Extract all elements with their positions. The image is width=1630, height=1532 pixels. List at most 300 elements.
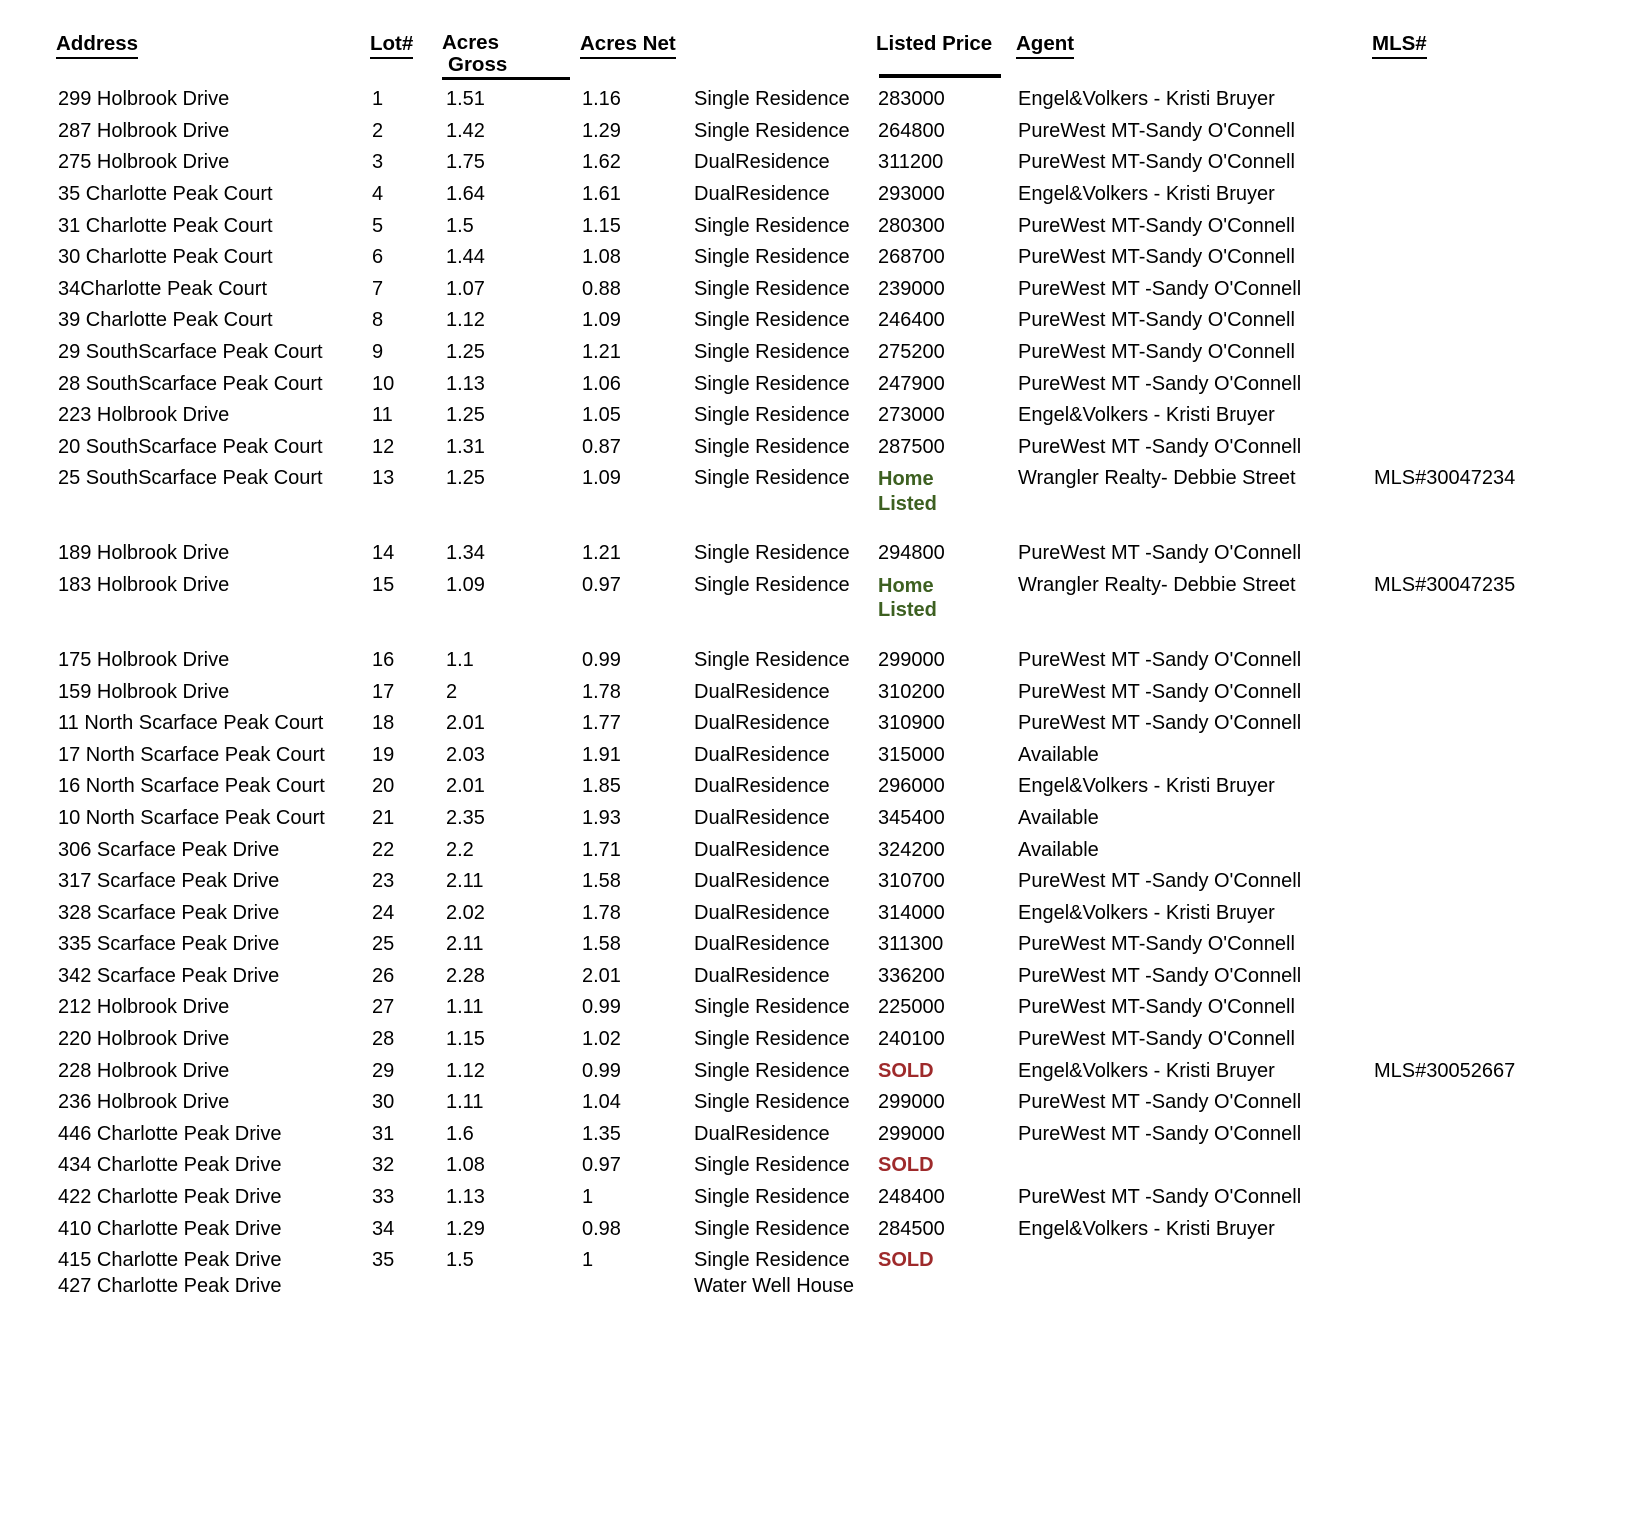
cell-lot-number: 17 bbox=[372, 680, 395, 703]
cell-acres-net: 1.05 bbox=[582, 404, 621, 427]
table-row bbox=[56, 803, 1614, 835]
cell-agent bbox=[1012, 1274, 1354, 1303]
cell-residence-type: Single Residence bbox=[694, 372, 850, 395]
cell-agent: Available bbox=[1018, 838, 1099, 861]
cell-acres-gross: 1.12 bbox=[446, 309, 485, 332]
cell-acres-gross: 1.5 bbox=[446, 214, 474, 237]
cell-mls-number bbox=[1354, 538, 1614, 570]
cell-acres-gross: 1.15 bbox=[446, 1028, 485, 1051]
cell-agent: PureWest MT-Sandy O'Connell bbox=[1018, 341, 1295, 363]
cell-residence-type: DualResidence bbox=[694, 183, 830, 206]
column-header-lot bbox=[368, 32, 440, 84]
cell-address: 17 North Scarface Peak Court bbox=[58, 743, 325, 766]
cell-lot-number: 22 bbox=[372, 838, 395, 861]
cell-agent: Available bbox=[1018, 743, 1099, 766]
column-header-residence-type bbox=[692, 32, 874, 84]
cell-acres-net: 1.02 bbox=[582, 1028, 621, 1051]
cell-residence-type: DualResidence bbox=[694, 743, 830, 766]
cell-address: 189 Holbrook Drive bbox=[58, 542, 230, 565]
cell-agent: PureWest MT -Sandy O'Connell bbox=[1018, 1122, 1302, 1145]
cell-lot-number: 3 bbox=[372, 151, 384, 174]
cell-acres-gross: 2.01 bbox=[446, 712, 485, 735]
cell-acres-gross: 1.64 bbox=[446, 183, 485, 206]
table-row bbox=[56, 1245, 1614, 1274]
cell-address: 30 Charlotte Peak Court bbox=[58, 246, 273, 269]
cell-residence-type: Single Residence bbox=[694, 573, 850, 596]
cell-acres-gross: 1.07 bbox=[446, 277, 485, 300]
column-header-acres-gross bbox=[440, 32, 578, 84]
column-header-acres-gross-line2: Gross bbox=[448, 53, 508, 77]
cell-agent: PureWest MT -Sandy O'Connell bbox=[1018, 435, 1302, 458]
table-row bbox=[56, 1024, 1614, 1056]
table-row bbox=[56, 538, 1614, 570]
cell-agent: Engel&Volkers - Kristi Bruyer bbox=[1018, 404, 1275, 427]
cell-acres-net: 1.21 bbox=[582, 341, 621, 363]
cell-acres-net: 1.09 bbox=[582, 467, 621, 490]
table-row bbox=[56, 835, 1614, 867]
cell-address: 34Charlotte Peak Court bbox=[58, 277, 268, 300]
cell-listed-price: 264800 bbox=[878, 119, 945, 142]
cell-mls-number bbox=[1354, 708, 1614, 740]
cell-acres-gross: 2.11 bbox=[446, 870, 484, 893]
cell-listed-price: 310900 bbox=[878, 712, 945, 735]
cell-acres-gross: 2.11 bbox=[446, 933, 484, 956]
cell-acres-net: 2.01 bbox=[582, 964, 621, 987]
cell-listed-price: 248400 bbox=[878, 1186, 945, 1209]
cell-residence-type: Single Residence bbox=[694, 467, 850, 490]
cell-agent: PureWest MT-Sandy O'Connell bbox=[1018, 933, 1295, 956]
table-row bbox=[56, 570, 1614, 645]
cell-lot-number: 10 bbox=[372, 372, 395, 395]
cell-address: 446 Charlotte Peak Drive bbox=[58, 1122, 282, 1145]
cell-listed-price bbox=[874, 1274, 1012, 1303]
cell-lot-number: 18 bbox=[372, 712, 395, 735]
cell-lot-number: 20 bbox=[372, 775, 395, 798]
cell-acres-gross: 1.44 bbox=[446, 246, 485, 269]
cell-acres-gross: 1.13 bbox=[446, 1186, 485, 1209]
cell-lot-number: 24 bbox=[372, 901, 395, 924]
cell-agent: Engel&Volkers - Kristi Bruyer bbox=[1018, 1217, 1275, 1240]
cell-address: 28 SouthScarface Peak Court bbox=[58, 372, 323, 395]
table-row bbox=[56, 242, 1614, 274]
cell-acres-net: 0.99 bbox=[582, 996, 621, 1019]
cell-residence-type: Single Residence bbox=[694, 119, 850, 142]
status-badge-sold: SOLD bbox=[878, 1154, 934, 1177]
cell-agent: Wrangler Realty- Debbie Street bbox=[1018, 573, 1296, 596]
table-row bbox=[56, 1274, 1614, 1303]
cell-lot-number: 6 bbox=[372, 246, 384, 269]
cell-address: 25 SouthScarface Peak Court bbox=[58, 467, 323, 490]
cell-agent bbox=[1012, 1150, 1354, 1182]
cell-listed-price: 284500 bbox=[878, 1217, 945, 1240]
cell-address: 20 SouthScarface Peak Court bbox=[58, 435, 323, 458]
cell-mls-number bbox=[1354, 242, 1614, 274]
table-row bbox=[56, 771, 1614, 803]
cell-listed-price: 310700 bbox=[878, 870, 945, 893]
cell-acres-net: 0.88 bbox=[582, 277, 621, 300]
cell-acres-gross: 1.11 bbox=[446, 1091, 484, 1114]
cell-acres-net: 1.61 bbox=[582, 183, 621, 206]
table-row bbox=[56, 992, 1614, 1024]
cell-acres-net: 1.35 bbox=[582, 1122, 621, 1145]
cell-acres-net: 1.21 bbox=[582, 542, 621, 565]
cell-acres-net: 1.78 bbox=[582, 680, 621, 703]
cell-address: 427 Charlotte Peak Drive bbox=[58, 1274, 282, 1297]
cell-address: 29 SouthScarface Peak Court bbox=[58, 341, 323, 363]
cell-agent: Engel&Volkers - Kristi Bruyer bbox=[1018, 183, 1275, 206]
cell-listed-price: 310200 bbox=[878, 680, 945, 703]
column-header-lot-label: Lot# bbox=[370, 33, 413, 59]
cell-lot-number: 2 bbox=[372, 119, 384, 142]
table-row bbox=[56, 211, 1614, 243]
table-row bbox=[56, 961, 1614, 993]
column-header-acres-gross-stack bbox=[442, 32, 570, 80]
cell-acres-gross: 1.25 bbox=[446, 404, 485, 427]
cell-agent: PureWest MT-Sandy O'Connell bbox=[1018, 1028, 1295, 1051]
cell-address: 317 Scarface Peak Drive bbox=[58, 870, 280, 893]
cell-residence-type: DualResidence bbox=[694, 712, 830, 735]
cell-mls-number bbox=[1354, 992, 1614, 1024]
cell-acres-net: 1.62 bbox=[582, 151, 621, 174]
cell-residence-type: Single Residence bbox=[694, 1091, 850, 1114]
cell-address: 11 North Scarface Peak Court bbox=[58, 712, 324, 735]
cell-residence-type: Single Residence bbox=[694, 1249, 850, 1272]
cell-residence-type: DualResidence bbox=[694, 151, 830, 174]
cell-acres-gross: 1.1 bbox=[446, 648, 474, 671]
column-header-address bbox=[56, 32, 368, 84]
cell-acres-net: 1 bbox=[582, 1186, 594, 1209]
cell-lot-number: 27 bbox=[372, 996, 395, 1019]
column-header-mls bbox=[1354, 32, 1614, 84]
cell-acres-gross: 1.42 bbox=[446, 119, 485, 142]
cell-residence-type: Water Well House bbox=[694, 1274, 855, 1297]
column-header-agent-label: Agent bbox=[1016, 33, 1074, 59]
cell-mls-number bbox=[1354, 179, 1614, 211]
table-row bbox=[56, 1150, 1614, 1182]
cell-lot-number: 29 bbox=[372, 1059, 395, 1082]
cell-listed-price: 293000 bbox=[878, 183, 945, 206]
cell-lot-number: 8 bbox=[372, 309, 384, 332]
cell-agent: Engel&Volkers - Kristi Bruyer bbox=[1018, 775, 1275, 798]
table-body bbox=[56, 84, 1614, 1302]
table-row bbox=[56, 84, 1614, 116]
cell-mls-number bbox=[1354, 369, 1614, 401]
cell-acres-net: 0.97 bbox=[582, 1154, 621, 1177]
cell-address: 434 Charlotte Peak Drive bbox=[58, 1154, 282, 1177]
cell-agent: Engel&Volkers - Kristi Bruyer bbox=[1018, 1059, 1275, 1082]
cell-mls-number bbox=[1354, 835, 1614, 867]
cell-lot-number: 34 bbox=[372, 1217, 395, 1240]
cell-residence-type: Single Residence bbox=[694, 1059, 850, 1082]
table-row bbox=[56, 708, 1614, 740]
cell-residence-type: Single Residence bbox=[694, 309, 850, 332]
cell-acres-gross: 1.5 bbox=[446, 1249, 474, 1272]
cell-lot-number: 5 bbox=[372, 214, 384, 237]
cell-address: 306 Scarface Peak Drive bbox=[58, 838, 280, 861]
cell-acres-gross: 2 bbox=[446, 680, 458, 703]
cell-mls-number bbox=[1354, 771, 1614, 803]
cell-agent: PureWest MT -Sandy O'Connell bbox=[1018, 372, 1302, 395]
cell-lot-number: 26 bbox=[372, 964, 395, 987]
cell-acres-gross: 1.29 bbox=[446, 1217, 485, 1240]
cell-acres-net: 0.99 bbox=[582, 1059, 621, 1082]
cell-acres-net: 1.93 bbox=[582, 806, 621, 829]
cell-listed-price: 299000 bbox=[878, 1091, 945, 1114]
cell-residence-type: Single Residence bbox=[694, 88, 850, 111]
cell-listed-price bbox=[874, 1056, 1012, 1088]
cell-address: 31 Charlotte Peak Court bbox=[58, 214, 273, 237]
cell-listed-price: 299000 bbox=[878, 648, 945, 671]
cell-mls-number bbox=[1354, 929, 1614, 961]
cell-mls-number bbox=[1354, 211, 1614, 243]
cell-acres-net: 0.97 bbox=[582, 573, 621, 596]
cell-residence-type: DualResidence bbox=[694, 680, 830, 703]
table-row bbox=[56, 274, 1614, 306]
cell-mls-number bbox=[1354, 305, 1614, 337]
cell-address: 422 Charlotte Peak Drive bbox=[58, 1186, 282, 1209]
cell-acres-net bbox=[578, 1274, 692, 1303]
cell-listed-price: 268700 bbox=[878, 246, 945, 269]
cell-acres-gross: 1.6 bbox=[446, 1122, 474, 1145]
cell-lot-number: 28 bbox=[372, 1028, 395, 1051]
table-row bbox=[56, 1214, 1614, 1246]
cell-listed-price: 240100 bbox=[878, 1028, 945, 1051]
table-header bbox=[56, 32, 1614, 84]
cell-residence-type: Single Residence bbox=[694, 246, 850, 269]
cell-mls-number bbox=[1354, 337, 1614, 369]
cell-listed-price bbox=[874, 570, 1012, 645]
cell-agent: PureWest MT -Sandy O'Connell bbox=[1018, 277, 1302, 300]
cell-agent: Available bbox=[1018, 806, 1099, 829]
cell-mls-number bbox=[1354, 866, 1614, 898]
cell-mls-number bbox=[1354, 645, 1614, 677]
column-header-listed-price-wrap bbox=[876, 33, 1001, 78]
table-row bbox=[56, 305, 1614, 337]
cell-residence-type: Single Residence bbox=[694, 1154, 850, 1177]
cell-agent: PureWest MT -Sandy O'Connell bbox=[1018, 870, 1302, 893]
cell-agent bbox=[1012, 1245, 1354, 1274]
table-row bbox=[56, 645, 1614, 677]
table-row bbox=[56, 147, 1614, 179]
cell-acres-net: 1.08 bbox=[582, 246, 621, 269]
cell-acres-gross: 1.08 bbox=[446, 1154, 485, 1177]
cell-address: 35 Charlotte Peak Court bbox=[58, 183, 273, 206]
table-row bbox=[56, 740, 1614, 772]
table-row bbox=[56, 866, 1614, 898]
cell-acres-net: 1.91 bbox=[582, 743, 621, 766]
cell-agent: Engel&Volkers - Kristi Bruyer bbox=[1018, 88, 1275, 111]
column-header-listed-price-rule bbox=[879, 74, 1001, 78]
cell-residence-type: DualResidence bbox=[694, 838, 830, 861]
cell-mls-number bbox=[1354, 84, 1614, 116]
cell-lot-number: 23 bbox=[372, 870, 395, 893]
cell-mls-number bbox=[1354, 1150, 1614, 1182]
cell-acres-gross: 2.28 bbox=[446, 964, 485, 987]
cell-residence-type: Single Residence bbox=[694, 1028, 850, 1051]
cell-mls-number bbox=[1354, 1119, 1614, 1151]
cell-lot-number: 7 bbox=[372, 277, 384, 300]
cell-lot-number: 35 bbox=[372, 1249, 395, 1272]
cell-address: 335 Scarface Peak Drive bbox=[58, 933, 280, 956]
cell-mls-number bbox=[1354, 147, 1614, 179]
cell-mls-number bbox=[1354, 274, 1614, 306]
cell-agent: PureWest MT -Sandy O'Connell bbox=[1018, 648, 1302, 671]
column-header-mls-label: MLS# bbox=[1372, 33, 1427, 59]
cell-acres-gross: 1.31 bbox=[446, 435, 485, 458]
cell-lot-number: 19 bbox=[372, 743, 395, 766]
cell-mls-number bbox=[1354, 740, 1614, 772]
cell-address: 10 North Scarface Peak Court bbox=[58, 806, 325, 829]
cell-mls-number bbox=[1354, 432, 1614, 464]
cell-mls-number bbox=[1354, 1214, 1614, 1246]
cell-lot-number: 33 bbox=[372, 1186, 395, 1209]
table-row bbox=[56, 1119, 1614, 1151]
cell-acres-gross: 2.2 bbox=[446, 838, 474, 861]
cell-address: 220 Holbrook Drive bbox=[58, 1028, 230, 1051]
cell-listed-price: 314000 bbox=[878, 901, 945, 924]
cell-residence-type: Single Residence bbox=[694, 996, 850, 1019]
cell-listed-price: 287500 bbox=[878, 435, 945, 458]
cell-lot-number: 9 bbox=[372, 341, 384, 363]
table-row bbox=[56, 116, 1614, 148]
cell-acres-gross: 1.25 bbox=[446, 467, 485, 490]
cell-acres-gross: 2.35 bbox=[446, 806, 485, 829]
cell-acres-net: 1.58 bbox=[582, 870, 621, 893]
cell-lot-number: 30 bbox=[372, 1091, 395, 1114]
cell-acres-net: 1.29 bbox=[582, 119, 621, 142]
cell-acres-gross: 1.51 bbox=[446, 88, 485, 111]
cell-mls-number bbox=[1354, 1274, 1614, 1303]
cell-listed-price: 336200 bbox=[878, 964, 945, 987]
cell-address: 228 Holbrook Drive bbox=[58, 1059, 230, 1082]
cell-acres-net: 1.78 bbox=[582, 901, 621, 924]
cell-acres-net: 0.87 bbox=[582, 435, 621, 458]
cell-address: 223 Holbrook Drive bbox=[58, 404, 230, 427]
cell-mls-number bbox=[1354, 961, 1614, 993]
table-row bbox=[56, 1182, 1614, 1214]
cell-acres-net: 1.71 bbox=[582, 838, 621, 861]
cell-residence-type: DualResidence bbox=[694, 806, 830, 829]
cell-agent: PureWest MT -Sandy O'Connell bbox=[1018, 712, 1302, 735]
column-header-acres-net-label: Acres Net bbox=[580, 33, 676, 59]
cell-acres-net: 1.58 bbox=[582, 933, 621, 956]
cell-address: 159 Holbrook Drive bbox=[58, 680, 230, 703]
cell-residence-type: DualResidence bbox=[694, 1122, 830, 1145]
cell-mls-number bbox=[1354, 898, 1614, 930]
table-row bbox=[56, 677, 1614, 709]
cell-lot-number: 16 bbox=[372, 648, 395, 671]
cell-listed-price bbox=[874, 1245, 1012, 1274]
cell-acres-gross: 1.25 bbox=[446, 341, 485, 363]
cell-acres-gross: 1.75 bbox=[446, 151, 485, 174]
cell-agent: PureWest MT-Sandy O'Connell bbox=[1018, 119, 1295, 142]
cell-residence-type: DualResidence bbox=[694, 933, 830, 956]
cell-mls-number bbox=[1354, 1024, 1614, 1056]
cell-acres-net: 1.06 bbox=[582, 372, 621, 395]
table-row bbox=[56, 898, 1614, 930]
cell-residence-type: Single Residence bbox=[694, 277, 850, 300]
cell-residence-type: DualResidence bbox=[694, 775, 830, 798]
cell-acres-gross: 1.12 bbox=[446, 1059, 485, 1082]
cell-listed-price: 225000 bbox=[878, 996, 945, 1019]
cell-listed-price bbox=[874, 1150, 1012, 1182]
cell-listed-price: 311300 bbox=[878, 933, 944, 956]
cell-address: 183 Holbrook Drive bbox=[58, 573, 230, 596]
cell-mls-number bbox=[1354, 677, 1614, 709]
cell-address: 299 Holbrook Drive bbox=[58, 88, 230, 111]
status-badge-sold: SOLD bbox=[878, 1059, 934, 1082]
column-header-listed-price-label: Listed Price bbox=[876, 32, 993, 55]
cell-listed-price: 299000 bbox=[878, 1122, 945, 1145]
cell-acres-gross: 1.13 bbox=[446, 372, 485, 395]
table-row bbox=[56, 463, 1614, 538]
cell-acres-net: 1.04 bbox=[582, 1091, 621, 1114]
cell-lot-number: 12 bbox=[372, 435, 395, 458]
cell-residence-type: Single Residence bbox=[694, 648, 850, 671]
cell-listed-price: 311200 bbox=[878, 151, 944, 174]
cell-listed-price: 273000 bbox=[878, 404, 945, 427]
cell-acres-net: 1.15 bbox=[582, 214, 621, 237]
cell-agent: PureWest MT-Sandy O'Connell bbox=[1018, 996, 1295, 1019]
cell-listed-price: 280300 bbox=[878, 214, 945, 237]
cell-address: 342 Scarface Peak Drive bbox=[58, 964, 280, 987]
cell-listed-price: 345400 bbox=[878, 806, 945, 829]
cell-acres-gross: 2.02 bbox=[446, 901, 485, 924]
table-row bbox=[56, 1056, 1614, 1088]
column-header-address-label: Address bbox=[56, 33, 138, 59]
column-header-acres-net bbox=[578, 32, 692, 84]
cell-agent: PureWest MT -Sandy O'Connell bbox=[1018, 680, 1302, 703]
cell-lot-number: 15 bbox=[372, 573, 395, 596]
table-row bbox=[56, 432, 1614, 464]
cell-acres-net: 1.09 bbox=[582, 309, 621, 332]
cell-address: 16 North Scarface Peak Court bbox=[58, 775, 325, 798]
cell-listed-price: 294800 bbox=[878, 542, 945, 565]
cell-agent: PureWest MT-Sandy O'Connell bbox=[1018, 309, 1295, 332]
cell-acres-net: 1.85 bbox=[582, 775, 621, 798]
cell-acres-gross: 1.34 bbox=[446, 542, 485, 565]
cell-address: 415 Charlotte Peak Drive bbox=[58, 1249, 282, 1272]
table-row bbox=[56, 337, 1614, 369]
status-badge-home-listed: Home Listed bbox=[878, 574, 937, 622]
cell-address: 328 Scarface Peak Drive bbox=[58, 901, 280, 924]
cell-mls-number bbox=[1354, 1182, 1614, 1214]
cell-lot-number: 1 bbox=[372, 88, 384, 111]
cell-residence-type: Single Residence bbox=[694, 435, 850, 458]
cell-acres-gross: 2.03 bbox=[446, 743, 485, 766]
column-header-acres-gross-rule bbox=[442, 77, 570, 80]
document-page bbox=[0, 32, 1630, 1532]
cell-lot-number: 11 bbox=[372, 404, 393, 427]
cell-acres-gross: 1.09 bbox=[446, 573, 485, 596]
cell-listed-price: 275200 bbox=[878, 341, 945, 363]
column-header-acres-gross-line1: Acres bbox=[442, 31, 499, 54]
cell-acres-net: 1 bbox=[582, 1249, 594, 1272]
cell-lot-number: 14 bbox=[372, 542, 395, 565]
cell-address: 39 Charlotte Peak Court bbox=[58, 309, 273, 332]
cell-listed-price: 283000 bbox=[878, 88, 945, 111]
cell-listed-price: 246400 bbox=[878, 309, 945, 332]
header-row bbox=[56, 32, 1614, 84]
cell-residence-type: Single Residence bbox=[694, 214, 850, 237]
cell-mls-number bbox=[1354, 116, 1614, 148]
table-row bbox=[56, 179, 1614, 211]
cell-listed-price: 315000 bbox=[878, 743, 945, 766]
cell-address: 236 Holbrook Drive bbox=[58, 1091, 230, 1114]
cell-lot-number bbox=[368, 1274, 440, 1303]
cell-mls-number bbox=[1354, 803, 1614, 835]
lot-listing-table bbox=[56, 32, 1614, 1302]
